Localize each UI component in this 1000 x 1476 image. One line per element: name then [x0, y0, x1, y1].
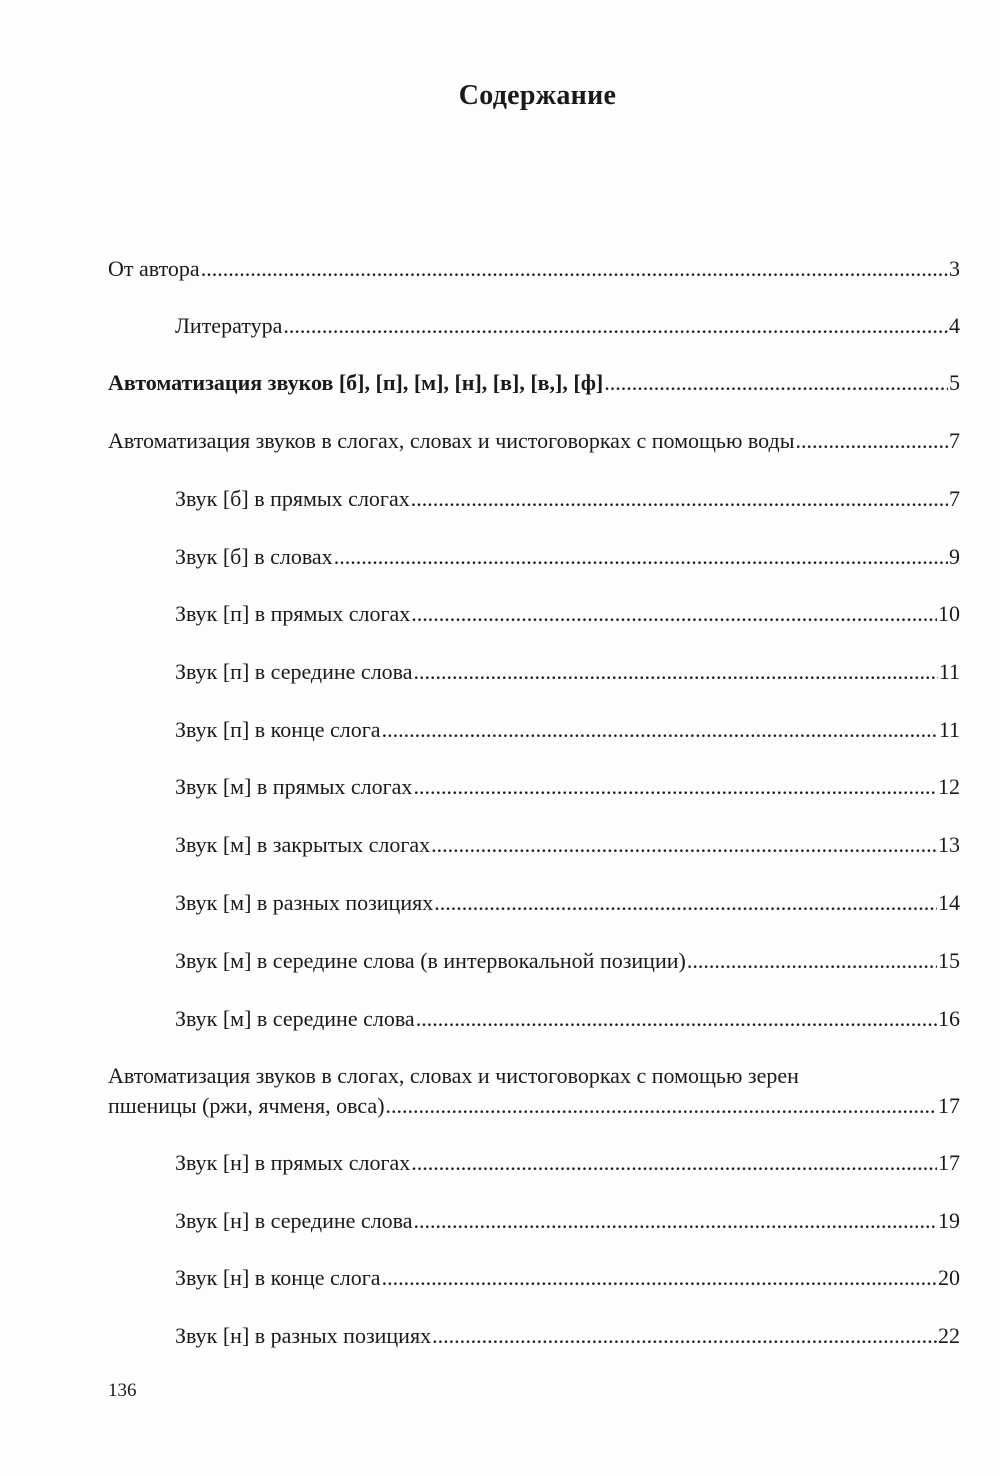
toc-entry[interactable] [175, 1264, 960, 1292]
toc-entry-page: 17 [938, 1093, 960, 1118]
dot-leader [687, 947, 937, 975]
toc-entry-label: Автоматизация звуков в слогах, словах и чистоговорках с помощью воды [108, 428, 795, 453]
toc-entry[interactable] [175, 1322, 960, 1350]
toc-entry-label: Звук [п] в конце слога [175, 717, 381, 742]
toc-entry-label: Звук [б] в словах [175, 544, 333, 569]
dot-leader [382, 716, 938, 744]
toc-entry[interactable] [175, 1005, 960, 1033]
dot-leader [434, 889, 937, 917]
toc-entry-page: 7 [949, 486, 960, 511]
toc-entry[interactable] [175, 1149, 960, 1177]
dot-leader [382, 1264, 937, 1292]
toc-entry-page: 10 [938, 601, 960, 626]
toc-entry-label: Автоматизация звуков [б], [п], [м], [н], [в], [в,], [ф] [108, 370, 604, 395]
toc-entry-label: Звук [п] в середине слова [175, 659, 413, 684]
toc-entry-page: 14 [938, 890, 960, 915]
toc-entry-label: Звук [н] в конце слога [175, 1265, 381, 1290]
toc-entry[interactable] [175, 600, 960, 628]
toc-entry-page: 16 [938, 1006, 960, 1031]
toc-entry-label: Звук [н] в разных позициях [175, 1323, 432, 1348]
toc-entry-page: 11 [938, 659, 960, 684]
dot-leader [411, 485, 948, 513]
dot-leader [411, 1149, 937, 1177]
toc-entry[interactable] [175, 831, 960, 859]
toc-entry[interactable] [175, 889, 960, 917]
toc-entry-page: 20 [938, 1265, 960, 1290]
toc-entry-page: 22 [938, 1323, 960, 1348]
toc-entry-label: Звук [н] в середине слова [175, 1208, 413, 1233]
toc-entry[interactable] [175, 485, 960, 513]
toc-entry-page: 3 [949, 256, 960, 281]
toc-entry-page: 13 [938, 832, 960, 857]
toc-entry[interactable] [108, 1092, 960, 1120]
toc-entry-label: Звук [м] в разных позициях [175, 890, 434, 915]
dot-leader [334, 543, 948, 571]
dot-leader [432, 1322, 937, 1350]
toc-entry-page: 5 [949, 370, 960, 395]
toc-entry[interactable] [175, 773, 960, 801]
toc-entry[interactable] [175, 947, 960, 975]
toc-entry[interactable] [108, 255, 960, 283]
toc-entry[interactable] [175, 312, 960, 340]
toc-entry-label-line1[interactable]: Автоматизация звуков в слогах, словах и чистоговорках с помощью зерен [108, 1063, 799, 1088]
toc-entry-label: Звук [м] в середине слова [175, 1006, 415, 1031]
toc-entry-label: От автора [108, 256, 200, 281]
dot-leader [413, 773, 937, 801]
page-title: Содержание [458, 80, 617, 111]
toc-entry-label: Звук [м] в закрытых слогах [175, 832, 431, 857]
toc-entry[interactable] [175, 716, 960, 744]
toc-entry-label: Звук [п] в прямых слогах [175, 601, 411, 626]
dot-leader [386, 1092, 937, 1120]
toc-entry-page: 15 [938, 948, 960, 973]
toc-entry[interactable] [175, 658, 960, 686]
dot-leader [795, 427, 948, 455]
dot-leader [411, 600, 937, 628]
toc-entry-label: пшеницы (ржи, ячменя, овса) [108, 1093, 385, 1118]
dot-leader [431, 831, 937, 859]
toc-entry-label: Литература [175, 313, 283, 338]
page-number: 136 [108, 1380, 137, 1401]
toc-entry-label: Звук [б] в прямых слогах [175, 486, 410, 511]
toc-entry[interactable] [175, 543, 960, 571]
toc-entry-page: 11 [938, 717, 960, 742]
toc-entry-label: Звук [м] в прямых слогах [175, 774, 413, 799]
dot-leader [414, 658, 938, 686]
toc-entry[interactable] [108, 369, 960, 397]
toc-entry-page: 9 [949, 544, 960, 569]
toc-entry-label: Звук [м] в середине слова (в интервокальной позиции) [175, 948, 686, 973]
dot-leader [604, 369, 948, 397]
toc-entry-page: 4 [949, 313, 960, 338]
toc-entry[interactable] [108, 427, 960, 455]
toc-entry-page: 19 [938, 1208, 960, 1233]
dot-leader [283, 312, 948, 340]
dot-leader [201, 255, 948, 283]
dot-leader [416, 1005, 937, 1033]
toc-entry-page: 12 [938, 774, 960, 799]
toc-entry[interactable] [175, 1207, 960, 1235]
toc-entry-page: 7 [949, 428, 960, 453]
toc-entry-label: Звук [н] в прямых слогах [175, 1150, 411, 1175]
toc-entry-page: 17 [938, 1150, 960, 1175]
dot-leader [414, 1207, 937, 1235]
